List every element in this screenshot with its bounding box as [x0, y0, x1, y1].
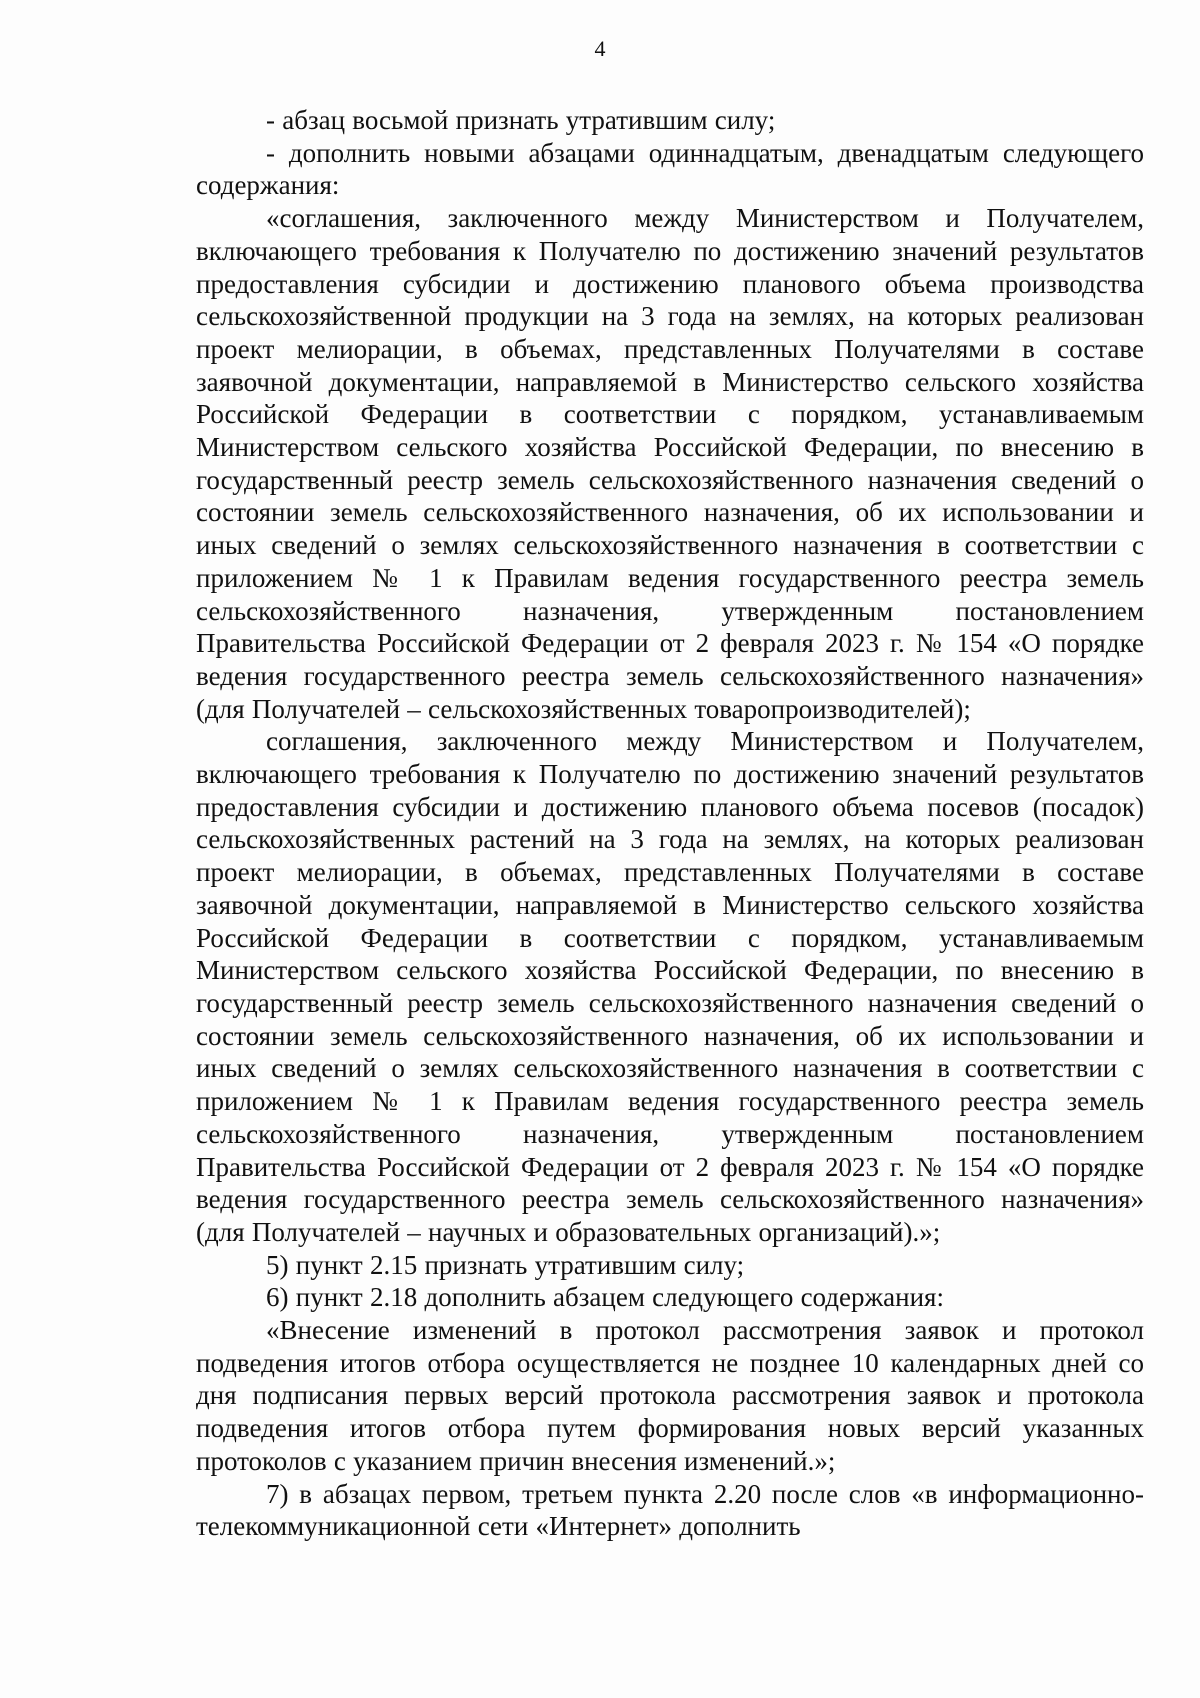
document-body: [196, 104, 1144, 1543]
paragraph-2: - дополнить новыми абзацами одиннадцатым, двенадцатым следующего содержания:: [196, 137, 1144, 201]
paragraph-7: «Внесение изменений в протокол рассмотрения заявок и протокол подведения итогов отбора осуществляется не позднее 10 календарных дней со дня подписания первых версий протокола рассмотрения заявок и протокола подведения итогов отбора путем формирования новых версий указанных протоколов с указанием причин внесения изменений.»;: [196, 1315, 1144, 1476]
paragraph-4: соглашения, заключенного между Министерством и Получателем, включающего требования к Получателю по достижению значений результатов предоставления субсидии и достижению планового объема посевов (посадок) сельскохозяйственных растений на 3 года на землях, на которых реализован проект мелиорации, в объемах, представленных Получателями в составе заявочной документации, направляемой в Министерство сельского хозяйства Российской Федерации в соответствии с порядком, устанавливаемым Министерством сельского хозяйства Российской Федерации, по внесению в государственный реестр земель сельскохозяйственного назначения сведений о состоянии земель сельскохозяйственного назначения, об их использовании и иных сведений о землях сельскохозяйственного назначения в соответствии с приложением № 1 к Правилам ведения государственного реестра земель сельскохозяйственного назначения, утвержденным постановлением Правительства Российской Федерации от 2 февраля 2023 г. № 154 «О порядке ведения государственного реестра земель сельскохозяйственного назначения» (для Получателей – научных и образовательных организаций).»;: [196, 726, 1144, 1247]
paragraph-1: - абзац восьмой признать утратившим силу;: [266, 105, 776, 135]
paragraph-5: 5) пункт 2.15 признать утратившим силу;: [266, 1249, 745, 1280]
paragraph-8: 7) в абзацах первом, третьем пункта 2.20 после слов «в информационно-телекоммуникационной сети «Интернет» дополнить: [196, 1478, 1144, 1542]
paragraph-3: «соглашения, заключенного между Министерством и Получателем, включающего требования к Получателю по достижению значений результатов предоставления субсидии и достижению планового объема производства сельскохозяйственной продукции на 3 года на землях, на которых реализован проект мелиорации, в объемах, представленных Получателями в составе заявочной документации, направляемой в Министерство сельского хозяйства Российской Федерации в соответствии с порядком, устанавливаемым Министерством сельского хозяйства Российской Федерации, по внесению в государственный реестр земель сельскохозяйственного назначения сведений о состоянии земель сельскохозяйственного назначения, об их использовании и иных сведений о землях сельскохозяйственного назначения в соответствии с приложением № 1 к Правилам ведения государственного реестра земель сельскохозяйственного назначения, утвержденным постановлением Правительства Российской Федерации от 2 февраля 2023 г. № 154 «О порядке ведения государственного реестра земель сельскохозяйственного назначения» (для Получателей – сельскохозяйственных товаропроизводителей);: [196, 203, 1144, 724]
paragraph-6: 6) пункт 2.18 дополнить абзацем следующего содержания:: [266, 1282, 944, 1313]
page-number: 4: [594, 36, 606, 61]
